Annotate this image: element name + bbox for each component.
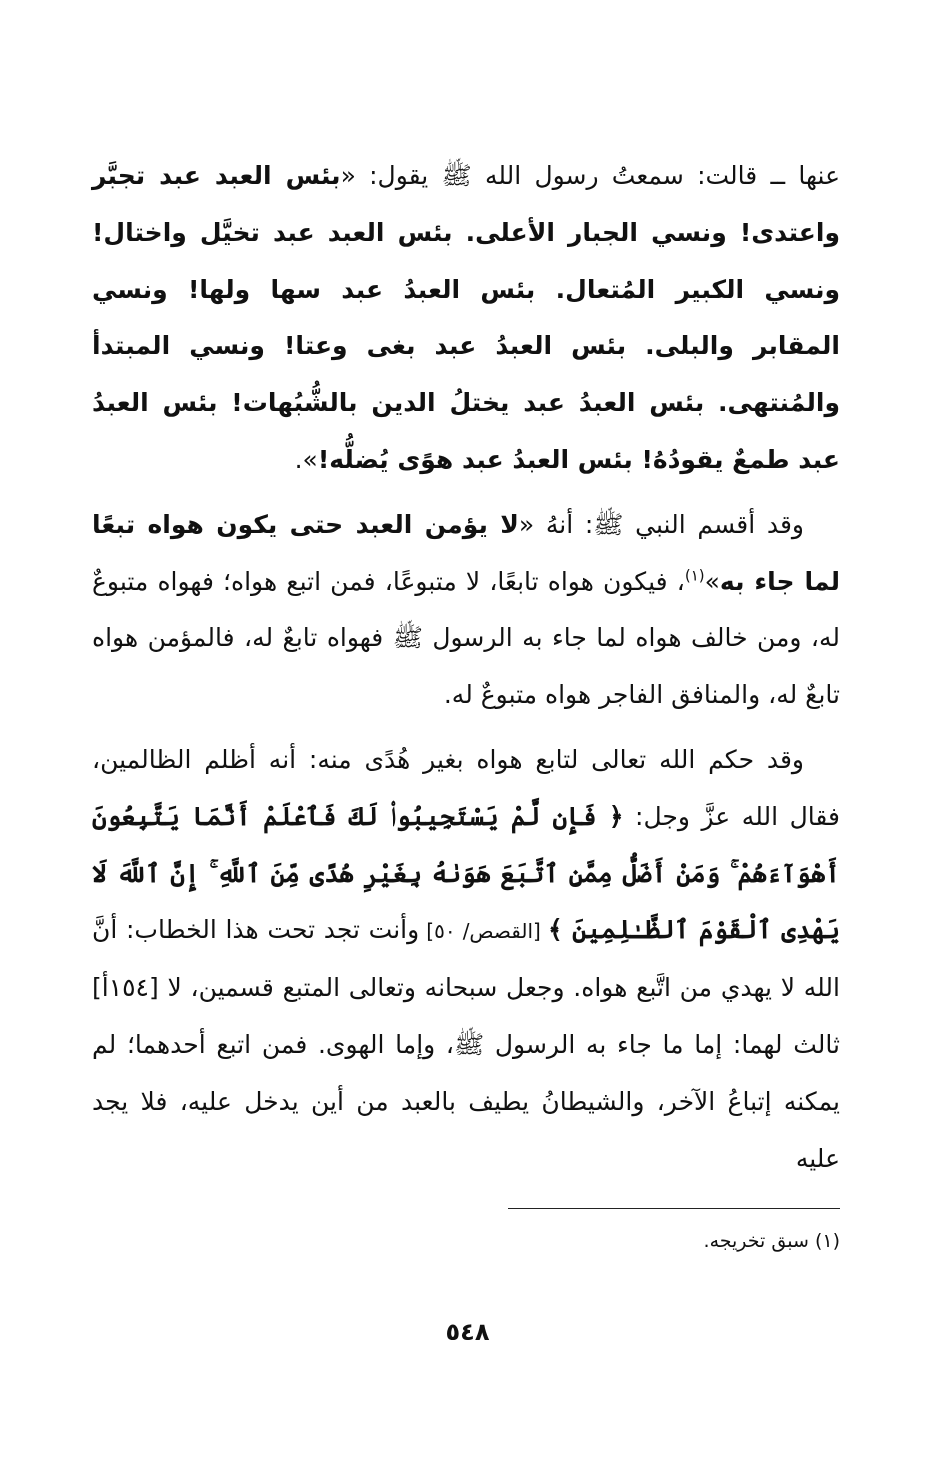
paragraph-3-rest: وأنت تجد تحت هذا الخطاب: أنَّ الله لا يهدي من اتَّبع هواه. وجعل سبحانه وتعالى المتبع قسمين، لا [١٥٤أ] ثالث لهما: إما ما جاء به الرسول ﷺ، وإما الهوى. فمن اتبع أحدهما؛ لم يمكنه إتباعُ الآخر، والشيطانُ يطيف بالعبد من أين يدخل عليه، فلا يجد عليه: [92, 915, 840, 1173]
paragraph-2-rest: ، فيكون هواه تابعًا، لا متبوعًا، فمن اتبع هواه؛ فهواه متبوعٌ له، ومن خالف هواه لما جاء به الرسول ﷺ فهواه تابعٌ له، فالمؤمن هواه تابعٌ له، والمنافق الفاجر هواه متبوعٌ له.: [92, 566, 840, 710]
page-number: ٥٤٨: [445, 1318, 490, 1346]
footnote-number: (١): [814, 1230, 840, 1252]
paragraph-3-intro: وقد حكم الله تعالى لتابع هواه بغير هُدًى منه: أنه أظلم الظالمين، فقال الله عزَّ وجل:: [92, 744, 840, 831]
footnote-text: سبق تخريجه.: [703, 1230, 815, 1252]
paragraph-1-closing: ».: [294, 444, 318, 474]
paragraph-1-intro: عنها ــ قالت: سمعتُ رسول الله ﷺ يقول: «: [340, 161, 840, 190]
paragraph-1: [92, 148, 840, 489]
paragraph-2-intro: وقد أقسم النبي ﷺ: أنهُ «: [518, 509, 805, 539]
paragraph-2-quote-close: »: [704, 566, 720, 596]
quran-verse: ﴿ فَإِن لَّمْ يَسْتَجِيبُوا۟ لَكَ فَٱعْلَمْ أَنَّمَا يَتَّبِعُونَ أَهْوَآءَهُمْ ۚ وَمَنْ أَضَلُّ مِمَّنِ ٱتَّبَعَ هَوَىٰهُ بِغَيْرِ هُدًى مِّنَ ٱللَّهِ ۚ إِنَّ ٱللَّهَ لَا يَهْدِى ٱلْقَوْمَ ٱلظَّـٰلِمِينَ ﴾: [92, 801, 840, 945]
footnote: [92, 1230, 840, 1252]
footnote-divider: [508, 1208, 840, 1209]
paragraph-3: [92, 732, 840, 1187]
paragraph-1-hadith: بئس العبد عبد تجبَّر واعتدى! ونسي الجبار الأعلى. بئس العبد عبد تخيَّل واختال! ونسي الكبير المُتعال. بئس العبدُ عبد سها ولها! ونسي المقابر والبلى. بئس العبدُ عبد بغى وعتا! ونسي المبتدأ والمُنتهى. بئس العبدُ عبد يختلُ الدين بالشُّبُهات! بئس العبدُ عبد طمعٌ يقودُهُ! بئس العبدُ عبد هوًى يُضلُّه!: [92, 161, 840, 474]
paragraph-2-hadith: لا يؤمن العبد حتى يكون هواه تبعًا لما جاء به: [92, 509, 841, 596]
paragraph-2: [92, 497, 840, 724]
page-body: [92, 148, 840, 1187]
footnote-reference[interactable]: (١): [684, 566, 705, 585]
verse-reference: [القصص/ ٥٠]: [419, 919, 548, 944]
